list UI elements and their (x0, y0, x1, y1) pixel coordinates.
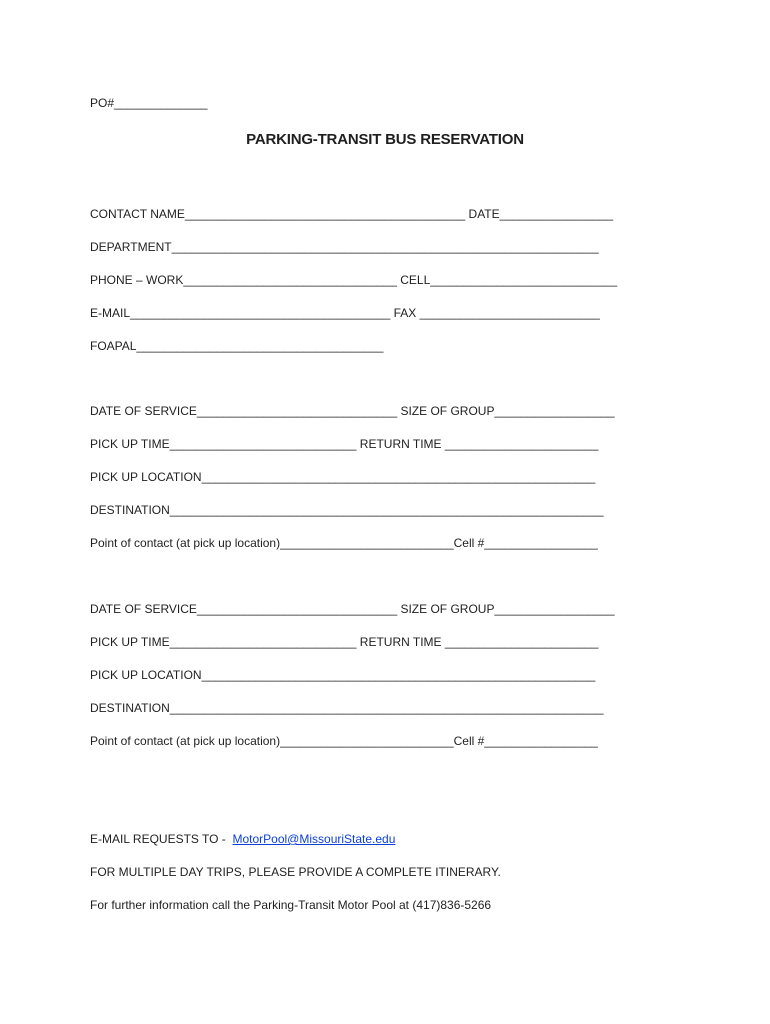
email-requests-label: E-MAIL REQUESTS TO - (90, 832, 230, 846)
trip2-point-of-contact-field: Point of contact (at pick up location)__________________________Cell #_________________ (90, 734, 598, 748)
trip1-destination-field: DESTINATION_________________________________________________________________ (90, 503, 604, 517)
trip2-pickup-location-field: PICK UP LOCATION___________________________________________________________ (90, 668, 596, 682)
trip1-point-of-contact-field: Point of contact (at pick up location)__________________________Cell #_________________ (90, 536, 598, 550)
multi-day-notice: FOR MULTIPLE DAY TRIPS, PLEASE PROVIDE A COMPLETE ITINERARY. (90, 865, 501, 879)
phone-cell-field: PHONE – WORK________________________________ CELL____________________________ (90, 273, 618, 287)
further-info-text: For further information call the Parking-Transit Motor Pool at (417)836-5266 (90, 898, 492, 912)
trip1-date-service-group-size-field: DATE OF SERVICE______________________________ SIZE OF GROUP__________________ (90, 404, 615, 418)
trip1-pickup-location-field: PICK UP LOCATION___________________________________________________________ (90, 470, 596, 484)
trip2-date-service-group-size-field: DATE OF SERVICE______________________________ SIZE OF GROUP__________________ (90, 602, 615, 616)
department-field: DEPARTMENT________________________________________________________________ (90, 240, 599, 254)
trip2-pickup-return-time-field: PICK UP TIME____________________________ RETURN TIME _______________________ (90, 635, 599, 649)
po-number-field: PO#______________ (90, 96, 208, 110)
motorpool-email-link[interactable]: MotorPool@MissouriState.edu (232, 832, 396, 846)
email-fax-field: E-MAIL_______________________________________ FAX ___________________________ (90, 306, 600, 320)
foapal-field: FOAPAL_____________________________________ (90, 339, 384, 353)
trip2-destination-field: DESTINATION_________________________________________________________________ (90, 701, 604, 715)
contact-name-date-field: CONTACT NAME__________________________________________ DATE_________________ (90, 207, 614, 221)
trip1-pickup-return-time-field: PICK UP TIME____________________________ RETURN TIME _______________________ (90, 437, 599, 451)
email-requests-line (90, 831, 395, 847)
page-title: PARKING-TRANSIT BUS RESERVATION (246, 131, 524, 148)
